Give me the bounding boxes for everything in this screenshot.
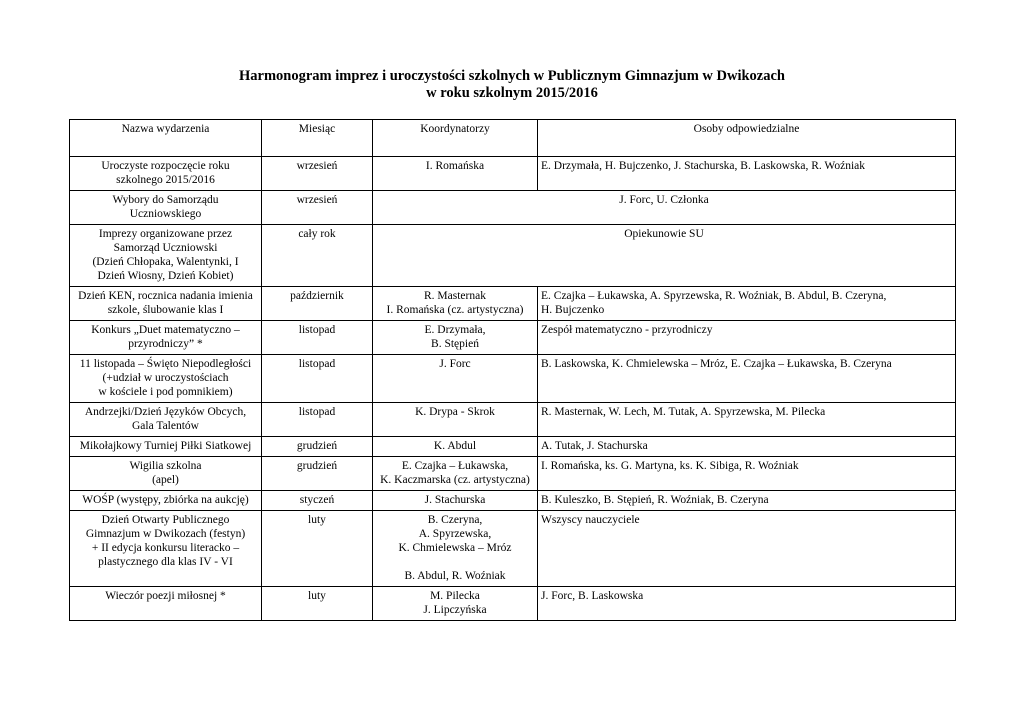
events-schedule-table (69, 119, 956, 621)
table-row (70, 437, 956, 457)
responsible-cell: J. Forc, B. Laskowska (538, 587, 956, 621)
month-cell: listopad (262, 403, 373, 437)
title-line-2: w roku szkolnym 2015/2016 (426, 85, 598, 101)
document-title (0, 68, 1024, 102)
coordinators-cell: I. Romańska (373, 157, 538, 191)
coordinators-cell: E. Czajka – Łukawska, K. Kaczmarska (cz. artystyczna) (373, 457, 538, 491)
event-name-cell: Imprezy organizowane przez Samorząd Uczniowski (Dzień Chłopaka, Walentynki, I Dzień Wiosny, Dzień Kobiet) (70, 225, 262, 287)
responsible-cell: B. Kuleszko, B. Stępień, R. Woźniak, B. Czeryna (538, 491, 956, 511)
month-cell: wrzesień (262, 157, 373, 191)
table-row (70, 511, 956, 587)
table-row (70, 587, 956, 621)
header-responsible: Osoby odpowiedzialne (538, 120, 956, 157)
header-coordinators: Koordynatorzy (373, 120, 538, 157)
month-cell: wrzesień (262, 191, 373, 225)
event-name-cell: Uroczyste rozpoczęcie roku szkolnego 2015/2016 (70, 157, 262, 191)
coordinators-cell: B. Czeryna, A. Spyrzewska, K. Chmielewska – Mróz B. Abdul, R. Woźniak (373, 511, 538, 587)
responsible-cell: Zespół matematyczno - przyrodniczy (538, 321, 956, 355)
event-name-cell: Dzień Otwarty Publicznego Gimnazjum w Dwikozach (festyn) + II edycja konkursu literacko – plastycznego dla klas IV - VI (70, 511, 262, 587)
table-row (70, 355, 956, 403)
month-cell: grudzień (262, 457, 373, 491)
table-row (70, 403, 956, 437)
event-name-cell: Wieczór poezji miłosnej * (70, 587, 262, 621)
table-row (70, 157, 956, 191)
event-name-cell: Mikołajkowy Turniej Piłki Siatkowej (70, 437, 262, 457)
coordinators-cell: K. Abdul (373, 437, 538, 457)
responsible-cell: R. Masternak, W. Lech, M. Tutak, A. Spyrzewska, M. Pilecka (538, 403, 956, 437)
table-row (70, 191, 956, 225)
table-header-row (70, 120, 956, 157)
table-row (70, 321, 956, 355)
month-cell: cały rok (262, 225, 373, 287)
responsible-cell: A. Tutak, J. Stachurska (538, 437, 956, 457)
coordinators-cell: J. Stachurska (373, 491, 538, 511)
month-cell: listopad (262, 355, 373, 403)
responsible-cell: E. Drzymała, H. Bujczenko, J. Stachurska, B. Laskowska, R. Woźniak (538, 157, 956, 191)
coordinators-cell: R. Masternak I. Romańska (cz. artystyczna) (373, 287, 538, 321)
responsible-cell: Wszyscy nauczyciele (538, 511, 956, 587)
header-month: Miesiąc (262, 120, 373, 157)
responsible-cell: B. Laskowska, K. Chmielewska – Mróz, E. Czajka – Łukawska, B. Czeryna (538, 355, 956, 403)
coordinators-cell: J. Forc (373, 355, 538, 403)
month-cell: luty (262, 511, 373, 587)
table-row (70, 457, 956, 491)
month-cell: luty (262, 587, 373, 621)
month-cell: listopad (262, 321, 373, 355)
event-name-cell: Dzień KEN, rocznica nadania imienia szkole, ślubowanie klas I (70, 287, 262, 321)
merged-responsible-cell: Opiekunowie SU (373, 225, 956, 287)
table-row (70, 287, 956, 321)
event-name-cell: 11 listopada – Święto Niepodległości (+udział w uroczystościach w kościele i pod pomnikiem) (70, 355, 262, 403)
event-name-cell: Wigilia szkolna (apel) (70, 457, 262, 491)
coordinators-cell: M. Pilecka J. Lipczyńska (373, 587, 538, 621)
event-name-cell: Wybory do Samorządu Uczniowskiego (70, 191, 262, 225)
responsible-cell: E. Czajka – Łukawska, A. Spyrzewska, R. Woźniak, B. Abdul, B. Czeryna, H. Bujczenko (538, 287, 956, 321)
month-cell: grudzień (262, 437, 373, 457)
merged-responsible-cell: J. Forc, U. Członka (373, 191, 956, 225)
event-name-cell: WOŚP (występy, zbiórka na aukcję) (70, 491, 262, 511)
event-name-cell: Andrzejki/Dzień Języków Obcych, Gala Talentów (70, 403, 262, 437)
coordinators-cell: K. Drypa - Skrok (373, 403, 538, 437)
responsible-cell: I. Romańska, ks. G. Martyna, ks. K. Sibiga, R. Woźniak (538, 457, 956, 491)
month-cell: październik (262, 287, 373, 321)
month-cell: styczeń (262, 491, 373, 511)
event-name-cell: Konkurs „Duet matematyczno – przyrodniczy” * (70, 321, 262, 355)
table-row (70, 491, 956, 511)
table-row (70, 225, 956, 287)
title-line-1: Harmonogram imprez i uroczystości szkolnych w Publicznym Gimnazjum w Dwikozach (239, 68, 785, 84)
coordinators-cell: E. Drzymała, B. Stępień (373, 321, 538, 355)
header-event-name: Nazwa wydarzenia (70, 120, 262, 157)
